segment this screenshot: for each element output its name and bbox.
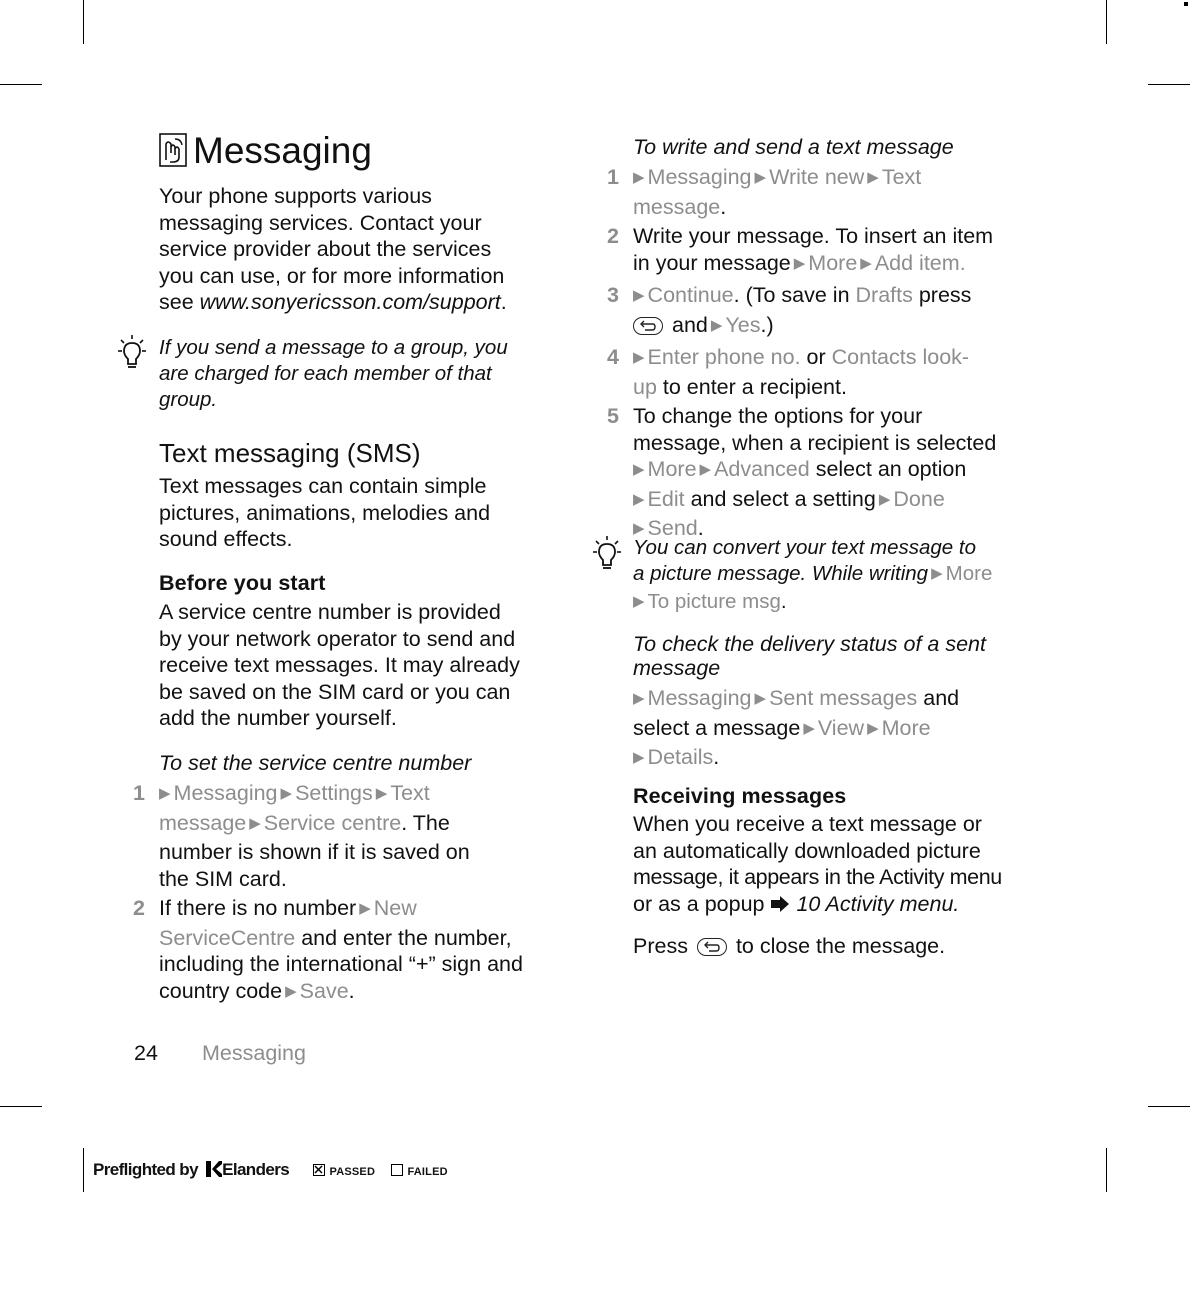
text: to close the message. xyxy=(735,934,946,958)
task-title-write-send: To write and send a text message xyxy=(633,135,954,159)
arrow-icon: ▶ xyxy=(633,593,645,610)
crop-mark xyxy=(83,0,84,44)
preflight-label: Preflighted by xyxy=(93,1160,198,1179)
arrow-icon: ▶ xyxy=(754,169,767,186)
support-link[interactable]: www.sonyericsson.com/support xyxy=(199,290,501,314)
text: If there is no number xyxy=(159,896,357,920)
step-2 xyxy=(133,895,579,1007)
cross-reference-link[interactable]: 10 Activity menu xyxy=(796,891,954,916)
crop-mark xyxy=(1106,1148,1107,1192)
text-line: you can use, or for more information xyxy=(159,263,505,288)
text-line xyxy=(633,715,1053,745)
sms-paragraph xyxy=(159,473,579,553)
steps-write-send xyxy=(607,164,1053,545)
text: Press xyxy=(633,934,688,958)
menu-item[interactable]: Yes xyxy=(725,312,761,337)
text: and enter the number, xyxy=(295,925,512,950)
crop-mark xyxy=(1148,84,1190,85)
text-line xyxy=(159,289,579,316)
text-line: Write your message. To insert an item xyxy=(633,224,994,248)
footer-section-name: Messaging xyxy=(202,1041,306,1065)
step-1 xyxy=(133,780,579,892)
arrow-icon: ▶ xyxy=(285,982,297,1000)
text: and xyxy=(671,312,708,337)
step-number: 2 xyxy=(133,896,145,920)
arrow-icon: ▶ xyxy=(633,461,645,478)
text-line: Your phone supports various xyxy=(159,184,432,208)
arrow-icon: ▶ xyxy=(803,719,815,737)
page-title: Messaging xyxy=(193,130,372,171)
failed-label: FAILED xyxy=(407,1166,448,1178)
arrow-icon: ▶ xyxy=(633,349,645,366)
tip-icon xyxy=(115,334,149,377)
text-line: Text messages can contain simple xyxy=(159,474,487,498)
step-number: 2 xyxy=(607,224,619,248)
text: . xyxy=(959,250,966,275)
text: select a message xyxy=(633,715,801,740)
menu-item[interactable]: Contacts look- xyxy=(831,345,970,369)
step-4 xyxy=(607,344,1053,400)
text: . xyxy=(697,516,704,540)
arrow-icon: ▶ xyxy=(931,565,943,582)
crop-mark xyxy=(83,1148,84,1192)
text-line: To check the delivery status of a sent xyxy=(633,632,986,656)
menu-item[interactable]: Send xyxy=(647,516,698,540)
menu-item[interactable]: To picture msg xyxy=(647,590,781,613)
step-number: 1 xyxy=(133,781,145,805)
text-line: are charged for each member of that xyxy=(159,362,492,385)
passed-label: PASSED xyxy=(329,1166,376,1178)
before-paragraph xyxy=(159,599,579,732)
passed-checkbox xyxy=(313,1164,325,1176)
menu-item[interactable]: View xyxy=(817,715,865,740)
text: . xyxy=(713,745,720,769)
text-line: A service centre number is provided xyxy=(159,600,501,624)
delivery-status-steps xyxy=(633,685,1053,774)
menu-item[interactable]: Edit xyxy=(647,486,685,511)
menu-item[interactable]: More xyxy=(881,715,931,740)
text-line: If you send a message to a group, you xyxy=(159,336,508,359)
text-line: the SIM card. xyxy=(159,866,287,891)
arrow-icon: ▶ xyxy=(633,287,645,304)
text-line: messaging services. Contact your xyxy=(159,210,482,235)
tip-convert-picture xyxy=(633,535,1053,617)
task-title-delivery-status xyxy=(633,632,1053,680)
text: and select a setting xyxy=(684,486,876,511)
receiving-heading: Receiving messages xyxy=(633,784,847,808)
elanders-logo-icon xyxy=(206,1161,222,1182)
text-line xyxy=(633,589,1053,617)
crop-mark xyxy=(0,84,42,85)
text: to enter a recipient. xyxy=(656,374,847,399)
text-line xyxy=(633,250,1053,280)
steps-service-centre xyxy=(133,780,579,1007)
messaging-icon xyxy=(159,133,187,167)
arrow-icon: ▶ xyxy=(878,490,891,508)
text: and xyxy=(917,686,960,710)
text-line xyxy=(159,810,579,840)
text-line: sound effects. xyxy=(159,527,293,551)
text-line: be saved on the SIM card or you can xyxy=(159,679,511,704)
menu-item[interactable]: message xyxy=(159,810,247,835)
arrow-icon: ▶ xyxy=(159,785,171,802)
step-number: 4 xyxy=(607,345,619,369)
text-line xyxy=(633,456,1053,486)
receiving-paragraph xyxy=(633,811,1053,919)
section-title xyxy=(159,131,372,171)
text: or xyxy=(800,345,832,369)
arrow-icon: ▶ xyxy=(867,719,879,737)
step-number: 3 xyxy=(607,283,619,307)
menu-item[interactable]: Continue xyxy=(647,283,734,307)
text-line xyxy=(633,312,1053,342)
arrow-icon: ▶ xyxy=(633,690,645,707)
tip-icon xyxy=(590,535,624,578)
menu-item[interactable]: Enter phone no. xyxy=(647,345,801,369)
back-key-icon xyxy=(697,938,727,956)
menu-item[interactable]: Done xyxy=(893,486,945,511)
step-number: 1 xyxy=(607,165,619,189)
arrow-icon: ▶ xyxy=(867,169,879,186)
step-1 xyxy=(607,164,1053,220)
arrow-icon: ▶ xyxy=(860,254,872,272)
text-line: message, when a recipient is selected xyxy=(633,430,997,455)
text-line: service provider about the services xyxy=(159,237,492,261)
menu-item[interactable]: Save xyxy=(299,978,349,1003)
menu-item[interactable]: Settings xyxy=(295,781,373,805)
text-line: including the international “+” sign and xyxy=(159,952,523,976)
text: a picture message. While writing xyxy=(633,562,929,585)
text: . xyxy=(348,978,355,1003)
crop-mark xyxy=(0,1106,42,1107)
page-number: 24 xyxy=(134,1041,158,1065)
menu-item[interactable]: message xyxy=(633,194,721,219)
text: country code xyxy=(159,978,283,1003)
text: select an option xyxy=(809,457,967,481)
menu-item[interactable]: Messaging xyxy=(647,165,752,189)
menu-item[interactable]: Sent messages xyxy=(769,686,918,710)
menu-item[interactable]: ServiceCentre xyxy=(159,925,296,950)
text: . xyxy=(953,891,960,916)
preflight-stamp xyxy=(93,1160,448,1182)
arrow-icon: ▶ xyxy=(633,490,645,508)
menu-item[interactable]: Add item xyxy=(874,250,960,275)
text-line: To change the options for your xyxy=(633,404,923,428)
text: .) xyxy=(760,312,774,337)
text-line: When you receive a text message or xyxy=(633,812,982,836)
text: in your message xyxy=(633,250,791,275)
step-2 xyxy=(607,223,1053,279)
step-number: 5 xyxy=(607,404,619,428)
back-key-icon xyxy=(633,317,663,335)
text-line xyxy=(633,685,1053,715)
text-line xyxy=(633,744,1053,774)
text-line: by your network operator to send and xyxy=(159,626,516,651)
text-line: message xyxy=(633,656,721,680)
text-line xyxy=(633,891,1053,920)
sms-heading: Text messaging (SMS) xyxy=(159,438,421,468)
text: . xyxy=(720,194,727,219)
preflight-brand: Elanders xyxy=(222,1160,290,1179)
text-line xyxy=(633,561,1053,589)
text-line: message, it appears in the Activity menu xyxy=(633,865,1002,889)
arrow-icon: ▶ xyxy=(375,785,388,802)
text-line xyxy=(633,344,1053,374)
text: . The xyxy=(401,810,450,835)
menu-item[interactable]: up xyxy=(633,374,657,399)
text-line: receive text messages. It may already xyxy=(159,653,520,677)
menu-item[interactable]: Service centre xyxy=(263,810,402,835)
menu-item[interactable]: Details xyxy=(647,745,714,769)
arrow-icon: ▶ xyxy=(633,169,645,186)
menu-item[interactable]: More xyxy=(945,562,993,585)
text-line xyxy=(633,486,1053,516)
text-line xyxy=(159,780,579,810)
menu-item[interactable]: Write new xyxy=(769,165,865,189)
menu-item[interactable]: Advanced xyxy=(714,457,810,481)
step-3 xyxy=(607,282,1053,341)
arrow-icon: ▶ xyxy=(754,690,767,707)
tip-group-messages xyxy=(159,335,579,413)
text: see xyxy=(159,290,200,314)
menu-item[interactable]: More xyxy=(647,457,697,481)
menu-item[interactable]: Text xyxy=(390,781,430,805)
crop-mark xyxy=(1106,0,1107,44)
arrow-icon: ▶ xyxy=(793,254,806,272)
intro-paragraph xyxy=(159,183,579,316)
menu-item[interactable]: New xyxy=(373,896,417,920)
text-line xyxy=(159,925,579,952)
menu-item[interactable]: Drafts xyxy=(855,283,913,307)
crop-mark xyxy=(1148,1106,1190,1107)
arrow-icon: ▶ xyxy=(633,520,645,537)
text-line: number is shown if it is saved on xyxy=(159,840,470,864)
arrow-icon: ▶ xyxy=(249,814,261,832)
task-title-service-centre: To set the service centre number xyxy=(159,751,472,775)
arrow-icon: ▶ xyxy=(359,900,371,917)
menu-item[interactable]: More xyxy=(808,250,858,275)
failed-checkbox xyxy=(391,1164,403,1176)
menu-item[interactable]: Messaging xyxy=(647,686,752,710)
arrow-icon: ▶ xyxy=(633,749,645,766)
text-line: group. xyxy=(159,388,218,411)
text-line xyxy=(633,164,1053,194)
text-line xyxy=(633,374,1053,401)
crop-dot xyxy=(1184,2,1188,6)
text-line: pictures, animations, melodies and xyxy=(159,500,491,525)
text-line: You can convert your text message to xyxy=(633,536,976,559)
arrow-icon: ▶ xyxy=(699,461,712,478)
step-5 xyxy=(607,403,1053,545)
arrow-icon: ▶ xyxy=(710,316,723,334)
text-line xyxy=(633,194,1053,221)
reference-arrow-icon xyxy=(770,893,790,920)
menu-item[interactable]: Messaging xyxy=(173,781,278,805)
text: or as a popup xyxy=(633,891,765,916)
text: . xyxy=(500,290,507,314)
text-line: an automatically downloaded picture xyxy=(633,838,981,863)
press-to-close xyxy=(633,933,1053,960)
text: . xyxy=(780,590,787,613)
text-line: add the number yourself. xyxy=(159,706,397,730)
text-line xyxy=(159,978,579,1008)
arrow-icon: ▶ xyxy=(280,785,293,802)
before-heading: Before you start xyxy=(159,571,326,595)
text-line xyxy=(633,282,1053,312)
menu-item[interactable]: Text xyxy=(881,165,922,189)
text-line xyxy=(159,895,579,925)
text: . (To save in xyxy=(733,283,856,307)
text: press xyxy=(912,283,972,307)
